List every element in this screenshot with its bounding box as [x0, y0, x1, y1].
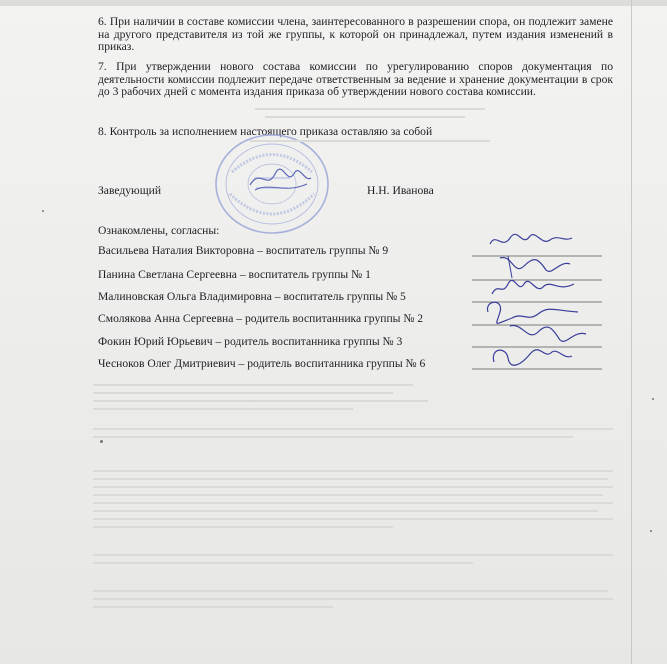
- scan-top-edge: [0, 0, 667, 6]
- scan-speck: [652, 398, 654, 400]
- signatory-3: Малиновская Ольга Владимировна – воспитатель группы № 5: [98, 290, 406, 303]
- signatory-6: Чесноков Олег Дмитриевич – родитель воспитанника группы № 6: [98, 357, 426, 370]
- signature-6: [486, 342, 576, 372]
- acquainted-label: Ознакомлены, согласны:: [98, 224, 220, 237]
- paragraph-6: 6. При наличии в составе комиссии члена, заинтересованного в разрешении спора, он подлежит замене на другого представителя из той же группы, к которой он принадлежал, путем издания изменений в приказ.: [98, 15, 613, 54]
- signatory-1: Васильева Наталия Викторовна – воспитатель группы № 9: [98, 244, 389, 257]
- signature-1: [486, 228, 576, 254]
- head-signature: [245, 160, 315, 200]
- paragraph-8: 8. Контроль за исполнением настоящего приказа оставляю за собой: [98, 125, 433, 138]
- signatory-4: Смолякова Анна Сергеевна – родитель воспитанника группы № 2: [98, 312, 424, 325]
- scan-speck: [650, 530, 652, 532]
- signatory-2: Панина Светлана Сергеевна – воспитатель группы № 1: [98, 268, 371, 281]
- head-title: Заведующий: [98, 184, 162, 197]
- scan-speck: [42, 210, 44, 212]
- paragraph-7: 7. При утверждении нового состава комиссии по урегулированию споров документация по деятельности комиссии подлежит передаче ответственным за ведение и хранение документации в срок до 3 рабочих дней с момента издания приказа об утверждении нового состава комиссии.: [98, 60, 613, 99]
- scan-fold-line: [631, 0, 632, 664]
- signatory-5: Фокин Юрий Юрьевич – родитель воспитанника группы № 3: [98, 335, 403, 348]
- head-name: Н.Н. Иванова: [367, 184, 434, 197]
- scan-speck: [100, 440, 103, 443]
